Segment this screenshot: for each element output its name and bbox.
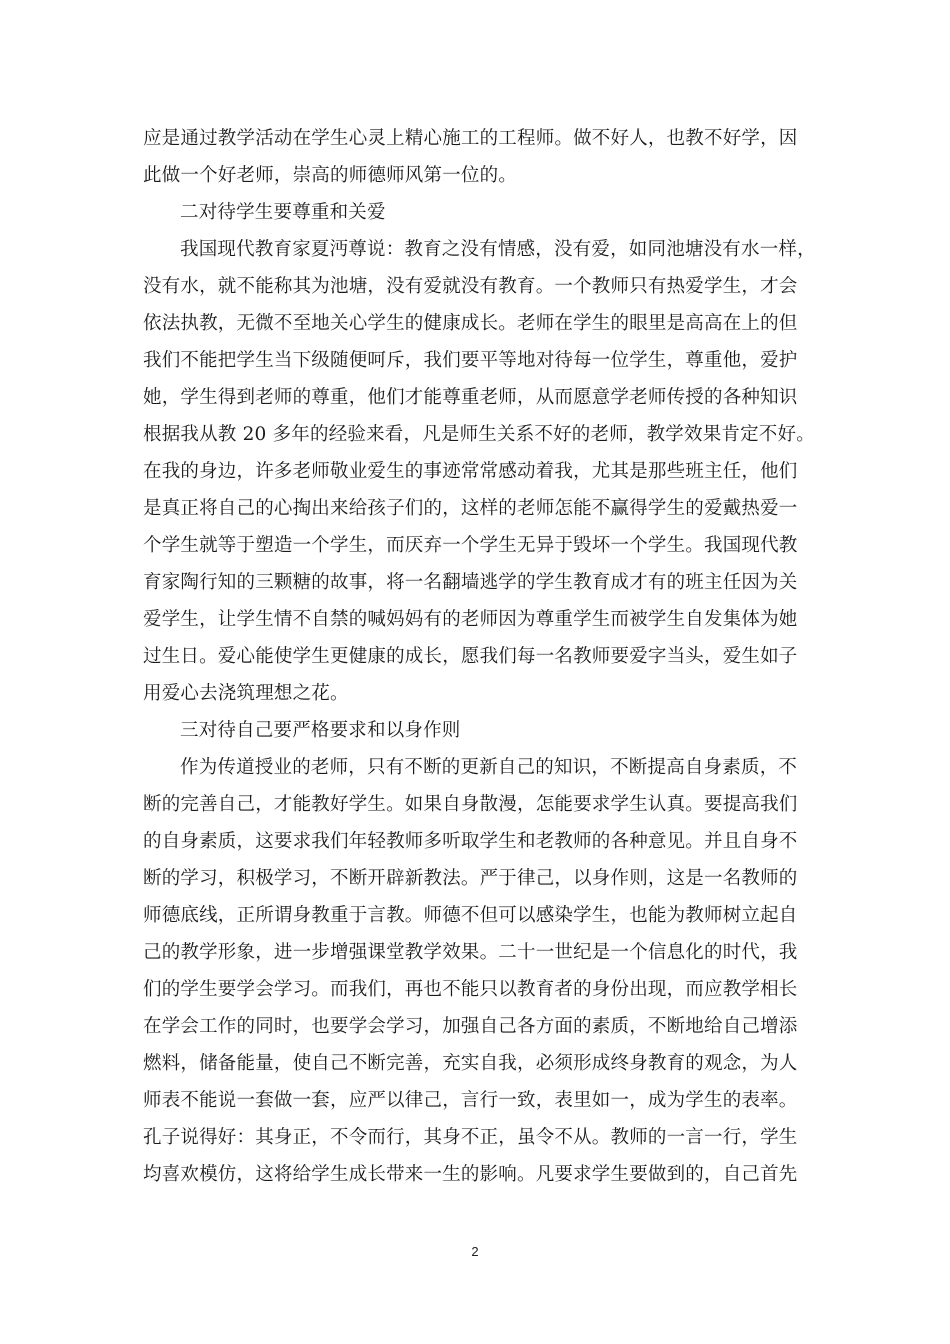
text-line: 根据我从教 20 多年的经验来看，凡是师生关系不好的老师，教学效果肯定不好。 xyxy=(143,424,815,445)
text-line: 用爱心去浇筑理想之花。 xyxy=(143,683,349,704)
page-number: 2 xyxy=(471,1244,479,1259)
text-line: 此做一个好老师，崇高的师德师风第一位的。 xyxy=(143,165,518,186)
text-line: 在学会工作的同时，也要学会学习，加强自己各方面的素质，不断地给自己增添 xyxy=(143,1016,798,1037)
text-line: 己的教学形象，进一步增强课堂教学效果。二十一世纪是一个信息化的时代，我 xyxy=(143,942,798,963)
text-line: 们的学生要学会学习。而我们，再也不能只以教育者的身份出现，而应教学相长 xyxy=(143,979,798,1000)
text-line: 的自身素质，这要求我们年轻教师多听取学生和老教师的各种意见。并且自身不 xyxy=(143,831,798,852)
text-line: 爱学生，让学生情不自禁的喊妈妈有的老师因为尊重学生而被学生自发集体为她 xyxy=(143,609,798,630)
text-line: 断的完善自己，才能教好学生。如果自身散漫，怎能要求学生认真。要提高我们 xyxy=(143,794,798,815)
text-line: 没有水，就不能称其为池塘，没有爱就没有教育。一个教师只有热爱学生，才会 xyxy=(143,276,798,297)
text-line: 作为传道授业的老师，只有不断的更新自己的知识，不断提高自身素质，不 xyxy=(180,757,798,778)
text-line: 我们不能把学生当下级随便呵斥，我们要平等地对待每一位学生，尊重他，爱护 xyxy=(143,350,798,371)
body-text xyxy=(143,120,833,1193)
text-line: 孔子说得好：其身正，不令而行，其身不正，虽令不从。教师的一言一行，学生 xyxy=(143,1127,798,1148)
text-line: 是真正将自己的心掏出来给孩子们的，这样的老师怎能不赢得学生的爱戴热爱一 xyxy=(143,498,798,519)
text-line: 师德底线，正所谓身教重于言教。师德不但可以感染学生，也能为教师树立起自 xyxy=(143,905,798,926)
text-line: 均喜欢模仿，这将给学生成长带来一生的影响。凡要求学生要做到的，自己首先 xyxy=(143,1164,798,1185)
text-line: 燃料，储备能量，使自己不断完善，充实自我，必须形成终身教育的观念，为人 xyxy=(143,1053,798,1074)
text-line: 在我的身边，许多老师敬业爱生的事迹常常感动着我，尤其是那些班主任，他们 xyxy=(143,461,798,482)
text-line: 应是通过教学活动在学生心灵上精心施工的工程师。做不好人，也教不好学，因 xyxy=(143,128,798,149)
text-line: 育家陶行知的三颗糖的故事，将一名翻墙逃学的学生教育成才有的班主任因为关 xyxy=(143,572,798,593)
text-line: 依法执教，无微不至地关心学生的健康成长。老师在学生的眼里是高高在上的但 xyxy=(143,313,798,334)
text-line: 三对待自己要严格要求和以身作则 xyxy=(180,720,461,741)
text-line: 我国现代教育家夏沔尊说：教育之没有情感，没有爱，如同池塘没有水一样， xyxy=(180,239,816,260)
text-line: 过生日。爱心能使学生更健康的成长，愿我们每一名教师要爱字当头，爱生如子 xyxy=(143,646,798,667)
text-line: 她，学生得到老师的尊重，他们才能尊重老师，从而愿意学老师传授的各种知识 xyxy=(143,387,798,408)
text-line: 断的学习，积极学习，不断开辟新教法。严于律己，以身作则，这是一名教师的 xyxy=(143,868,798,889)
text-line: 二对待学生要尊重和关爱 xyxy=(180,202,386,223)
text-line: 个学生就等于塑造一个学生，而厌弃一个学生无异于毁坏一个学生。我国现代教 xyxy=(143,535,798,556)
text-line: 师表不能说一套做一套，应严以律己，言行一致，表里如一，成为学生的表率。 xyxy=(143,1090,798,1111)
